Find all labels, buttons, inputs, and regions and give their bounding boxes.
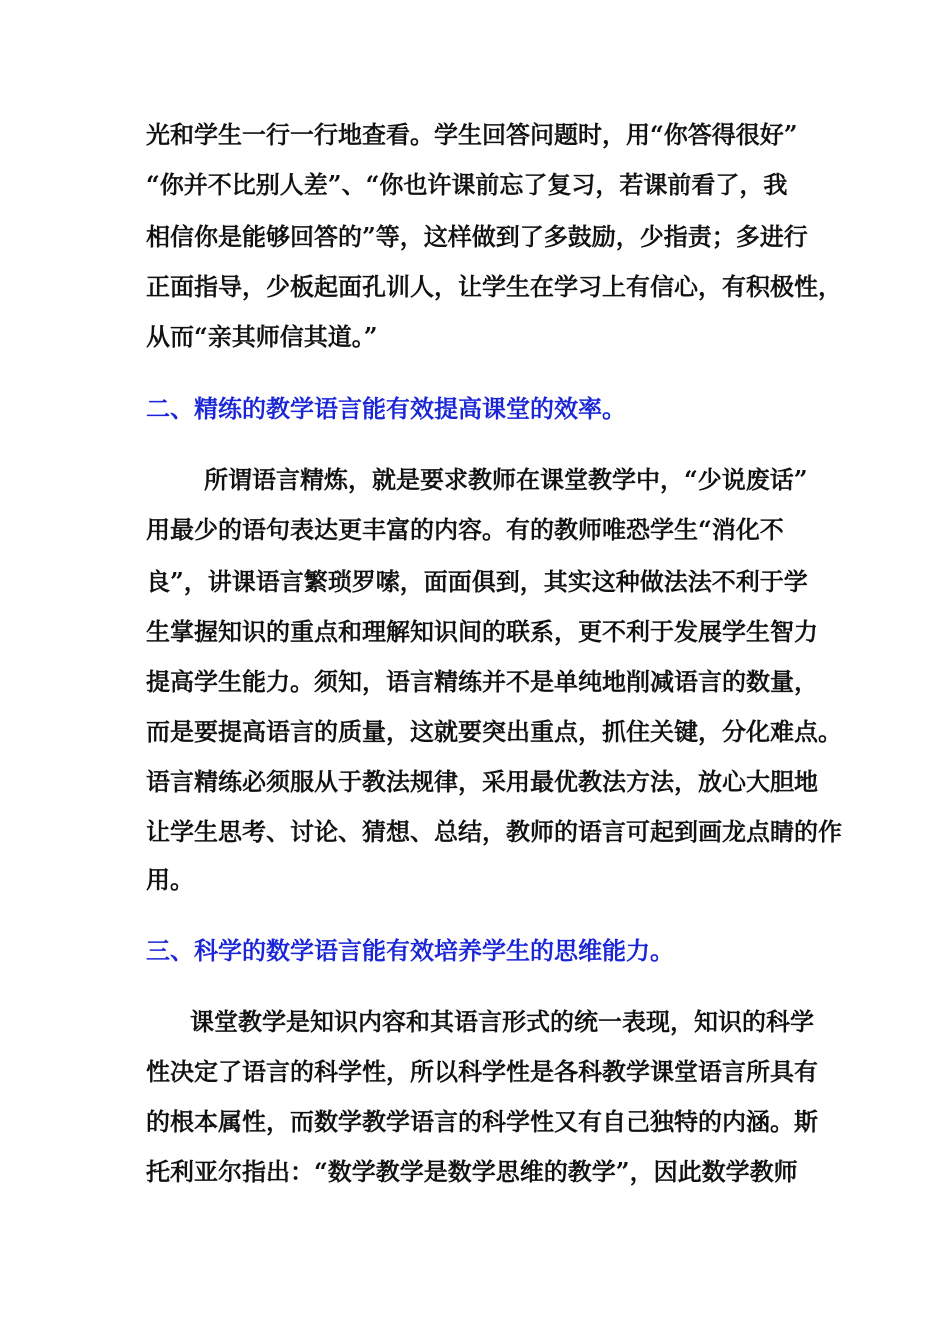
paragraph-3-line-1: 课堂教学是知识内容和其语言形式的统一表现，知识的科学 <box>190 1007 814 1036</box>
paragraph-2-line-3: 良”，讲课语言繁琐罗嗦，面面俱到，其实这种做法法不利于学 <box>146 567 808 596</box>
paragraph-1-line-2: “你并不比别人差”、“你也许课前忘了复习，若课前看了，我 <box>146 170 788 199</box>
paragraph-3-line-2: 性决定了语言的科学性，所以科学性是各科教学课堂语言所具有 <box>146 1057 818 1086</box>
paragraph-2-line-6: 而是要提高语言的质量，这就要突出重点，抓住关键，分化难点。 <box>146 717 842 746</box>
paragraph-1-line-5: 从而“亲其师信其道。” <box>146 322 378 351</box>
paragraph-2-line-2: 用最少的语句表达更丰富的内容。有的教师唯恐学生“消化不 <box>146 515 784 544</box>
paragraph-2-line-4: 生掌握知识的重点和理解知识间的联系，更不利于发展学生智力 <box>146 617 818 646</box>
paragraph-2-line-7: 语言精练必须服从于教法规律，采用最优教法方法，放心大胆地 <box>146 767 818 796</box>
paragraph-1-line-3: 相信你是能够回答的”等，这样做到了多鼓励，少指责；多进行 <box>146 222 808 251</box>
section-heading-2: 二、精练的教学语言能有效提高课堂的效率。 <box>146 394 626 423</box>
section-heading-3: 三、科学的数学语言能有效培养学生的思维能力。 <box>146 936 674 965</box>
paragraph-2-line-8: 让学生思考、讨论、猜想、总结，教师的语言可起到画龙点睛的作 <box>146 817 842 846</box>
paragraph-2-line-1: 所谓语言精炼，就是要求教师在课堂教学中，“少说废话” <box>204 465 808 494</box>
paragraph-2-line-9: 用。 <box>146 865 194 894</box>
paragraph-2-line-5: 提高学生能力。须知，语言精练并不是单纯地削减语言的数量， <box>146 667 818 696</box>
paragraph-1-line-1: 光和学生一行一行地查看。学生回答问题时，用“你答得很好” <box>146 120 798 149</box>
paragraph-3-line-3: 的根本属性，而数学教学语言的科学性又有自己独特的内涵。斯 <box>146 1107 818 1136</box>
paragraph-1-line-4: 正面指导，少板起面孔训人，让学生在学习上有信心，有积极性， <box>146 272 842 301</box>
paragraph-3-line-4: 托利亚尔指出：“数学教学是数学思维的教学”，因此数学教师 <box>146 1157 798 1186</box>
